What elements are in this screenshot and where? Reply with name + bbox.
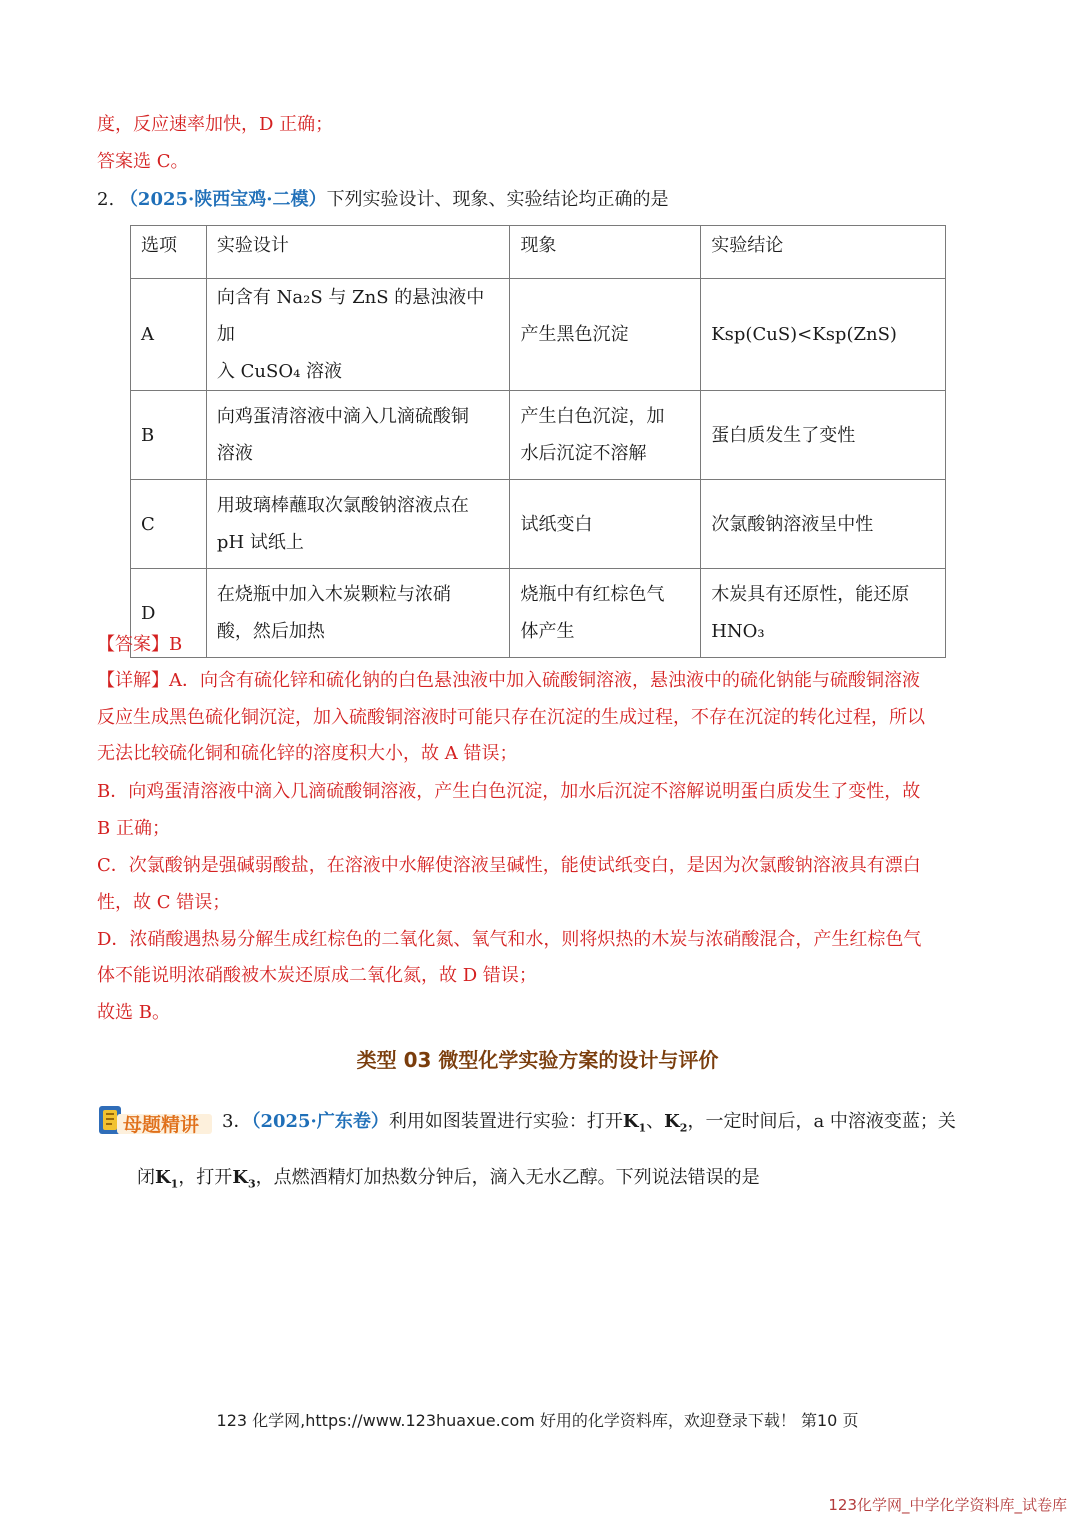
cell-line: 体产生 (520, 621, 575, 642)
design-cell (206, 480, 510, 569)
design-cell (206, 569, 510, 658)
table-row (131, 391, 946, 480)
watermark: 123化学网_中学化学资料库_试卷库 (828, 1496, 1067, 1514)
valve-k1 (155, 1167, 179, 1191)
detail-line-4: B．向鸡蛋清溶液中滴入几滴硫酸铜溶液，产生白色沉淀，加水后沉淀不溶解说明蛋白质发生了变性，故 (97, 781, 921, 802)
question-number: 3． (222, 1111, 252, 1132)
cell-line: 蛋白质发生了变性 (711, 424, 856, 446)
separator: 、 (646, 1111, 665, 1132)
valve-label: K (232, 1167, 248, 1188)
detail-line-8: D．浓硝酸遇热易分解生成红棕色的二氧化氮、氧气和水，则将炽热的木炭与浓硝酸混合，产生红棕色气 (97, 929, 922, 950)
badge-label: 母题精讲 (123, 1114, 200, 1136)
header-phenomenon: 现象 (510, 226, 701, 279)
detail-line-1: 【详解】A．向含有硫化锌和硫化钠的白色悬浊液中加入硫酸铜溶液，悬浊液中的硫化钠能与硫酸铜溶液 (97, 670, 920, 691)
question-text: 下列实验设计、现象、实验结论均正确的是 (326, 189, 669, 210)
table-row (131, 279, 946, 391)
mother-question-badge (97, 1104, 212, 1138)
table-row (131, 569, 946, 658)
detail-line-5: B 正确； (97, 818, 170, 839)
valve-label: K (155, 1167, 171, 1188)
cell-line: 试纸变白 (520, 513, 593, 535)
cell-line: 入 CuSO₄ 溶液 (216, 361, 343, 382)
cell-line: 向鸡蛋清溶液中滴入几滴硫酸铜 (216, 406, 469, 427)
valve-label: K (622, 1111, 639, 1132)
valve-k1 (622, 1111, 647, 1135)
question-3-line-2 (137, 1165, 760, 1198)
question-text: ，一定时间后，a 中溶液变蓝；关 (687, 1111, 956, 1132)
cell-line: 在烧瓶中加入木炭颗粒与浓硝 (216, 584, 451, 605)
cell-line: HNO₃ (711, 621, 765, 642)
option-cell: C (131, 480, 207, 569)
question-number: 2. (97, 189, 115, 210)
prev-answer-line-2: 答案选 C。 (97, 151, 189, 172)
cell-line: Ksp(CuS)<Ksp(ZnS) (711, 324, 897, 345)
table-row (131, 480, 946, 569)
detail-line-2: 反应生成黑色硫化铜沉淀，加入硫酸铜溶液时可能只存在沉淀的生成过程，不存在沉淀的转化过程，所以 (97, 707, 925, 728)
conclusion-cell (701, 480, 946, 569)
design-cell (206, 391, 510, 480)
cell-line: pH 试纸上 (216, 532, 304, 553)
detail-line-9: 体不能说明浓硝酸被木炭还原成二氧化氮，故 D 错误； (97, 965, 537, 986)
header-conclusion: 实验结论 (701, 226, 946, 279)
question-source: （2025·广东卷） (251, 1111, 389, 1132)
question-2-stem (97, 187, 669, 213)
detail-line-10: 故选 B。 (97, 1002, 170, 1023)
valve-subscript: 1 (170, 1177, 179, 1191)
answer-label: 【答案】 (97, 634, 169, 655)
phenomenon-cell (510, 391, 701, 480)
valve-subscript: 1 (638, 1121, 647, 1135)
prev-answer-line-1: 度，反应速率加快，D 正确； (97, 114, 334, 135)
option-cell: B (131, 391, 207, 480)
phenomenon-cell (510, 279, 701, 391)
page-footer: 123 化学网,https://www.123huaxue.com 好用的化学资料库，欢迎登录下载！ 第10 页 (216, 1411, 859, 1430)
cell-line: 酸，然后加热 (216, 621, 325, 642)
question-source: （2025·陕西宝鸡·二模） (119, 189, 327, 210)
phenomenon-cell (510, 569, 701, 658)
cell-line: 木炭具有还原性，能还原 (711, 584, 910, 605)
cell-line: 水后沉淀不溶解 (520, 443, 647, 464)
cell-line: 向含有 Na₂S 与 ZnS 的悬浊液中加 (216, 287, 485, 345)
cell-line: 次氯酸钠溶液呈中性 (711, 513, 874, 535)
question-text: ，打开 (178, 1167, 233, 1188)
valve-k2 (664, 1111, 688, 1135)
detail-line-7: 性，故 C 错误； (97, 892, 231, 913)
valve-subscript: 2 (679, 1121, 688, 1135)
option-cell: A (131, 279, 207, 391)
conclusion-cell (701, 391, 946, 480)
question-text: 闭 (137, 1167, 155, 1188)
answer-line (97, 632, 182, 658)
design-cell (206, 279, 510, 391)
section-title: 类型 03 微型化学实验方案的设计与评价 (356, 1048, 719, 1072)
header-option: 选项 (131, 226, 207, 279)
experiment-table (130, 225, 946, 658)
valve-k3 (232, 1167, 256, 1191)
conclusion-cell (701, 569, 946, 658)
question-3-line-1 (222, 1109, 956, 1142)
question-text: ，点燃酒精灯加热数分钟后，滴入无水乙醇。下列说法错误的是 (255, 1167, 760, 1188)
cell-line: 用玻璃棒蘸取次氯酸钠溶液点在 (216, 495, 469, 516)
cell-line: 溶液 (216, 443, 253, 464)
phenomenon-cell (510, 480, 701, 569)
option-cell: D (131, 569, 207, 658)
valve-label: K (664, 1111, 680, 1132)
cell-line: 产生黑色沉淀 (520, 324, 629, 345)
cell-line: 产生白色沉淀，加 (520, 406, 665, 427)
valve-subscript: 3 (247, 1177, 256, 1191)
answer-value: B (169, 634, 183, 655)
table-header-row (131, 226, 946, 279)
question-text: 利用如图装置进行实验：打开 (388, 1111, 623, 1132)
detail-line-6: C．次氯酸钠是强碱弱酸盐，在溶液中水解使溶液呈碱性，能使试纸变白，是因为次氯酸钠溶液具有漂白 (97, 855, 921, 876)
header-design: 实验设计 (206, 226, 510, 279)
conclusion-cell (701, 279, 946, 391)
cell-line: 烧瓶中有红棕色气 (520, 584, 665, 605)
detail-line-3: 无法比较硫化铜和硫化锌的溶度积大小，故 A 错误； (97, 743, 518, 764)
